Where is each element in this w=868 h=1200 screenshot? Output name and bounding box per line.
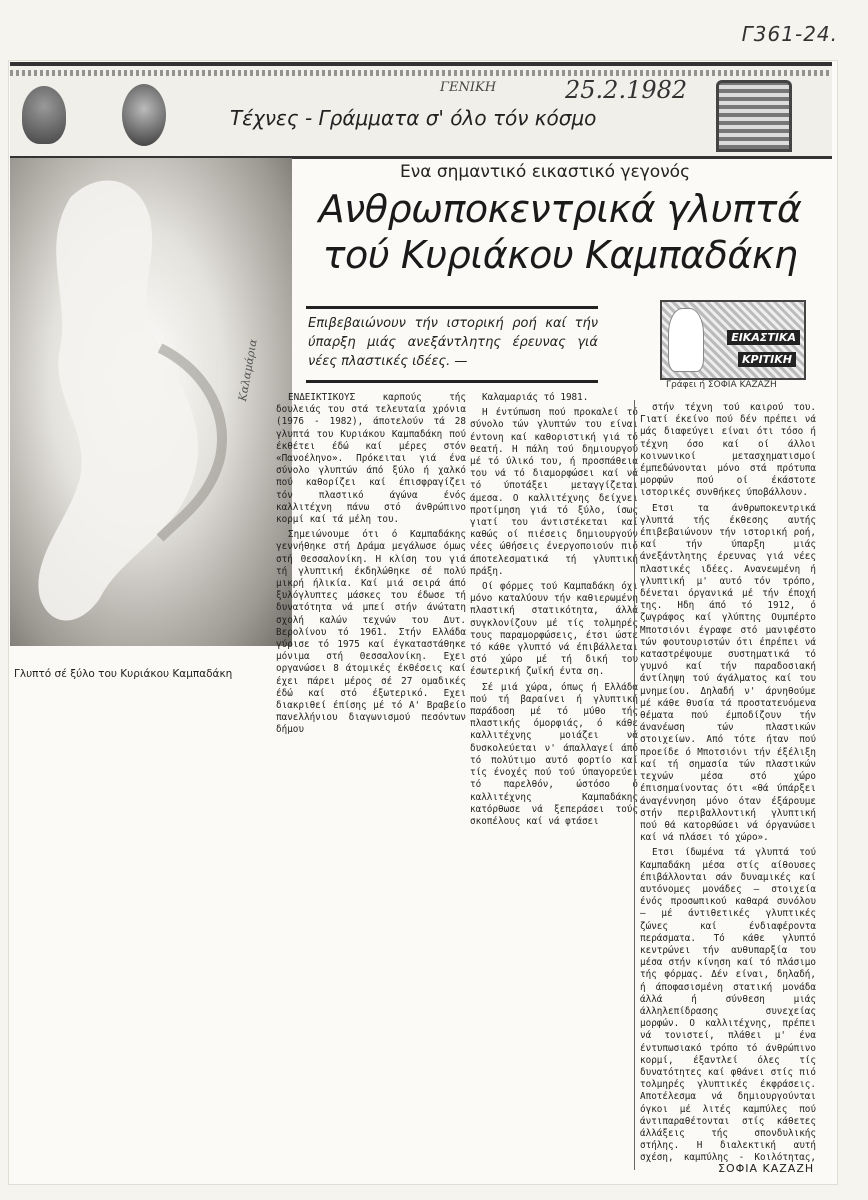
- byline: Γράφει ή ΣΟΦΙΑ ΚΑΖΑΖΗ: [666, 380, 777, 390]
- headline-line-1: Ανθρωποκεντρικά γλυπτά: [318, 187, 802, 231]
- handwritten-date: 25.2.1982: [565, 76, 688, 104]
- paragraph: Ετσι ίδωμένα τά γλυπτά τού Καμπαδάκη μέσα στίς αίθουσες έπιβάλλονται σάν δυναμικές καί αυτόνομες μονάδες — στοιχεία ένός προσωπικού καθαρά συνόλου — μέ άντιθετικές γλυπτικές ζώνες καί ένδιαφέροντα περάσματα. Τό κάθε γλυπτό κεντρώνει τήν αυθυπαρξία του μέσα στήν κίνηση καί τό πλάσιμο τής φόρμας. Δέν είναι, δηλαδή, ή άποφασισμένη στατική μονάδα άλλά ή σύνθεση μιάς άλληλεπίδρασης συνεχείας μορφών. Ο καλλιτέχνης, πρέπει νά τονιστεί, πλάθει μ' ένα έντυπωσιακό τρόπο τό άνθρώπινο κορμί, έξαντλεί όλες τίς δυνατότητες καί φθάνει στίς πιό τολμηρές γλυπτικές έκφράσεις. Αποτέλεσμα νά δημιουργούνται όγκοι μέ λιτές καμπύλες πού άντιπαραθέτονται στίς κάθετες άλλάξεις τής σπονδυλικής στήλης. Η διαλεκτική αυτή σχέση, καμπύλης - Κοιλότητας,: [640, 847, 816, 1162]
- paragraph: ΕΝΔΕΙΚΤΙΚΟΥΣ καρπούς τής δουλειάς του στά τελευταία χρόνια (1976 - 1982), άποτελούν τά 28 γλυπτά του Κυριάκου Καμπαδάκη πού έκθέτει έδώ καί μέρες στόν «Πανοέληνο». Πρόκειται γιά ένα σύνολο γλυπτών άπό ξύλο ή χαλκό πού καθορίζει καί έπισφραγίζει τόν πλαστικό άγώνα ένός καλλιτέχνη πάνω στό άνθρώπινο κορμί καί τά μέλη του.: [276, 392, 466, 526]
- article-lead: Επιβεβαιώνουν τήν ιστορική ροή καί τήν ύπαρξη μιάς ανεξάντλητης έρευνας γιά νέες πλαστικές ιδέες. —: [308, 316, 598, 369]
- banner-mask-illustration: [122, 84, 166, 146]
- article-headline: [300, 186, 820, 278]
- paragraph: Σέ μιά χώρα, όπως ή Ελλάδα πού τή βαραίνει ή γλυπτική παράδοση μέ τό μύθο τής πλαστικής όμορφιάς, ό κάθε καλλιτέχνης μοιάζει νά δυσκολεύεται ν' άπαλλαγεί άπό τό πολύτιμο αυτό φορτίο καί τίς ένοχές πού τού ύπαγορεύει τό παρελθόν, ώστόσο ό καλλιτέχνης Καμπαδάκης κατόρθωσε νά ξεπεράσει τούς σκοπέλους καί νά φτάσει: [470, 681, 638, 827]
- headline-line-2: τού Κυριάκου Καμπαδάκη: [322, 233, 798, 277]
- banner-sculpture-illustration: [22, 86, 66, 144]
- banner-building-illustration: [716, 80, 792, 152]
- section-banner: [10, 62, 832, 159]
- body-column-1: [276, 392, 466, 740]
- lead-rule-bottom: [306, 380, 598, 383]
- badge-figure-illustration: [668, 308, 704, 372]
- archive-reference: Γ361-24.: [741, 22, 838, 46]
- author-signature: ΣΟΦΙΑ ΚΑΖΑΖΗ: [718, 1162, 815, 1175]
- photo-caption: Γλυπτό σέ ξύλο του Κυριάκου Καμπαδάκη: [14, 668, 233, 680]
- paragraph: Καλαμαριάς τό 1981.: [482, 392, 589, 403]
- paragraph: Οί φόρμες τού Καμπαδάκη όχι μόνο καταλύουν τήν καθιερωμένη πλαστική στατικότητα, άλλά συγκλονίζουν μέ τίς τολμηρές τους παραμορφώσεις, έτσι ώστε τό κάθε γλυπτό νά έπιβάλλεται στό χώρο μέ τή δική του έσωτερική ζωϊκή έντα ση.: [470, 581, 638, 678]
- column-divider: [634, 400, 635, 1170]
- section-title: Τέχνες - Γράμματα σ' όλο τόν κόσμο: [230, 106, 597, 130]
- badge-label-1: ΕΙΚΑΣΤΙΚΑ: [727, 330, 800, 345]
- paragraph: στήν τέχνη τού καιρού του. Γιατί έκείνο πού δέν πρέπει νά μάς διαφεύγει είναι ότι τόσο ή τέχνη όσο καί οί άλλοι κοινωνικοί μετασχηματισμοί έμπεδώνονται μόνο στά πρότυπα μορφών πού οί έκάστοτε ιστορικές συνθήκες ύποβάλλουν.: [640, 402, 816, 499]
- column-badge: [660, 300, 806, 380]
- body-column-2: [470, 392, 638, 831]
- body-column-3: [640, 402, 816, 1162]
- banner-stripe: [10, 70, 832, 76]
- lead-rule-top: [306, 306, 598, 309]
- badge-label-2: ΚΡΙΤΙΚΗ: [738, 352, 796, 367]
- paragraph: Ετσι τα άνθρωποκεντρικά γλυπτά τής έκθεσης αυτής έπιβεβαιώνουν τήν ιστορική ροή, καί τήν ύπαρξη μιάς άνεξάντλητης έρευνας γιά νέες πλαστικές ιδέες. Ανανεωμένη ή γλυπτική μ' αυτό τόν τρόπο, δένεται όργανικά μέ τήν έποχή της. Ηδη άπό τό 1912, ό ζωγράφος καί γλύπτης Ουμπέρτο Μποτσιόνι έγραφε στό μανιφέστο τών φουτουριστών ότι έπρέπει νά καταστρέψουμε συστηματικά τό γυμνό καί τήν παραδοσιακή άντίληψη τού άγάλματος καί του μνημείου. Δηλαδή ν' άρνηθούμε μέ κάθε θυσία τά προστατευόμενα θέματα πού έμποδίζουν τήν άνανέωση τών πλαστικών στοιχείων. Από τότε ήταν πού προείδε ό Μποτσιόνι τήν έξέλιξη καί τή σημασία τών πλαστικών τεχνών μέσα στό χώρο έπισημαίνοντας ότι «θά ύπάρξει άναγέννηση μόνο όταν έξάρουμε στήν περιβαλλοντική γλυπτική πού θά κατορθώσει νά όργανώσει καί νά πλάσει τό χώρο».: [640, 502, 816, 844]
- handwritten-margin-note: Καλαμάρια: [236, 338, 260, 403]
- handwritten-source: ΓΕΝΙΚΗ: [440, 80, 497, 95]
- paragraph: Η έντύπωση πού προκαλεί τό σύνολο τών γλυπτών του είναι έντονη καί καθοριστική γιά τό θεατή. Η πάλη τού δημιουργού μέ τό ύλικό του, ή προσπάθεια του νά τό διαμορφώσει καί νά τό ύποτάξει μεταγγίζεται άμεσα. Ο καλλιτέχνης δείχνει προτίμηση γιά τό ξύλο, ίσως γιατί του άντιστέκεται καί καθώς οί πιέσεις δημιουργούν νέες ώθήσεις ένεργοποιούν πιό άποτελεσματικά τή γλυπτική πράξη.: [470, 407, 638, 577]
- paragraph: Σημειώνουμε ότι ό Καμπαδάκης γεννήθηκε στή Δράμα μεγάλωσε όμως στή Θεσσαλονίκη. Η κλίση του γιά τή γλυπτική έκδηλώθηκε σέ πολύ μικρή ήλικία. Καί μιά σειρά άπό ξυλόγλυπτες μάσκες του έδωσε τή δυνατότητα νά μπεί στήν άνώτατη σχολή καλών τεχνών του Δυτ. Βερολίνου τό 1961. Στήν Ελλάδα γύρισε τό 1975 καί έγκαταστάθηκε μόνιμα στή Θεσσαλονίκη. Εχει οργανώσει 8 άτομικές έκθέσεις καί έχει πάρει μέρος σέ 27 ομαδικές έδώ καί στό έξωτερικό. Εχει διακριθεί έπίσης μέ τό Α' Βραβείο πανελλήνιου διαγωνισμού πεσόντων δήμου: [276, 529, 466, 736]
- sculpture-photo: [10, 158, 292, 646]
- article-kicker: Ενα σημαντικό εικαστικό γεγονός: [400, 162, 691, 182]
